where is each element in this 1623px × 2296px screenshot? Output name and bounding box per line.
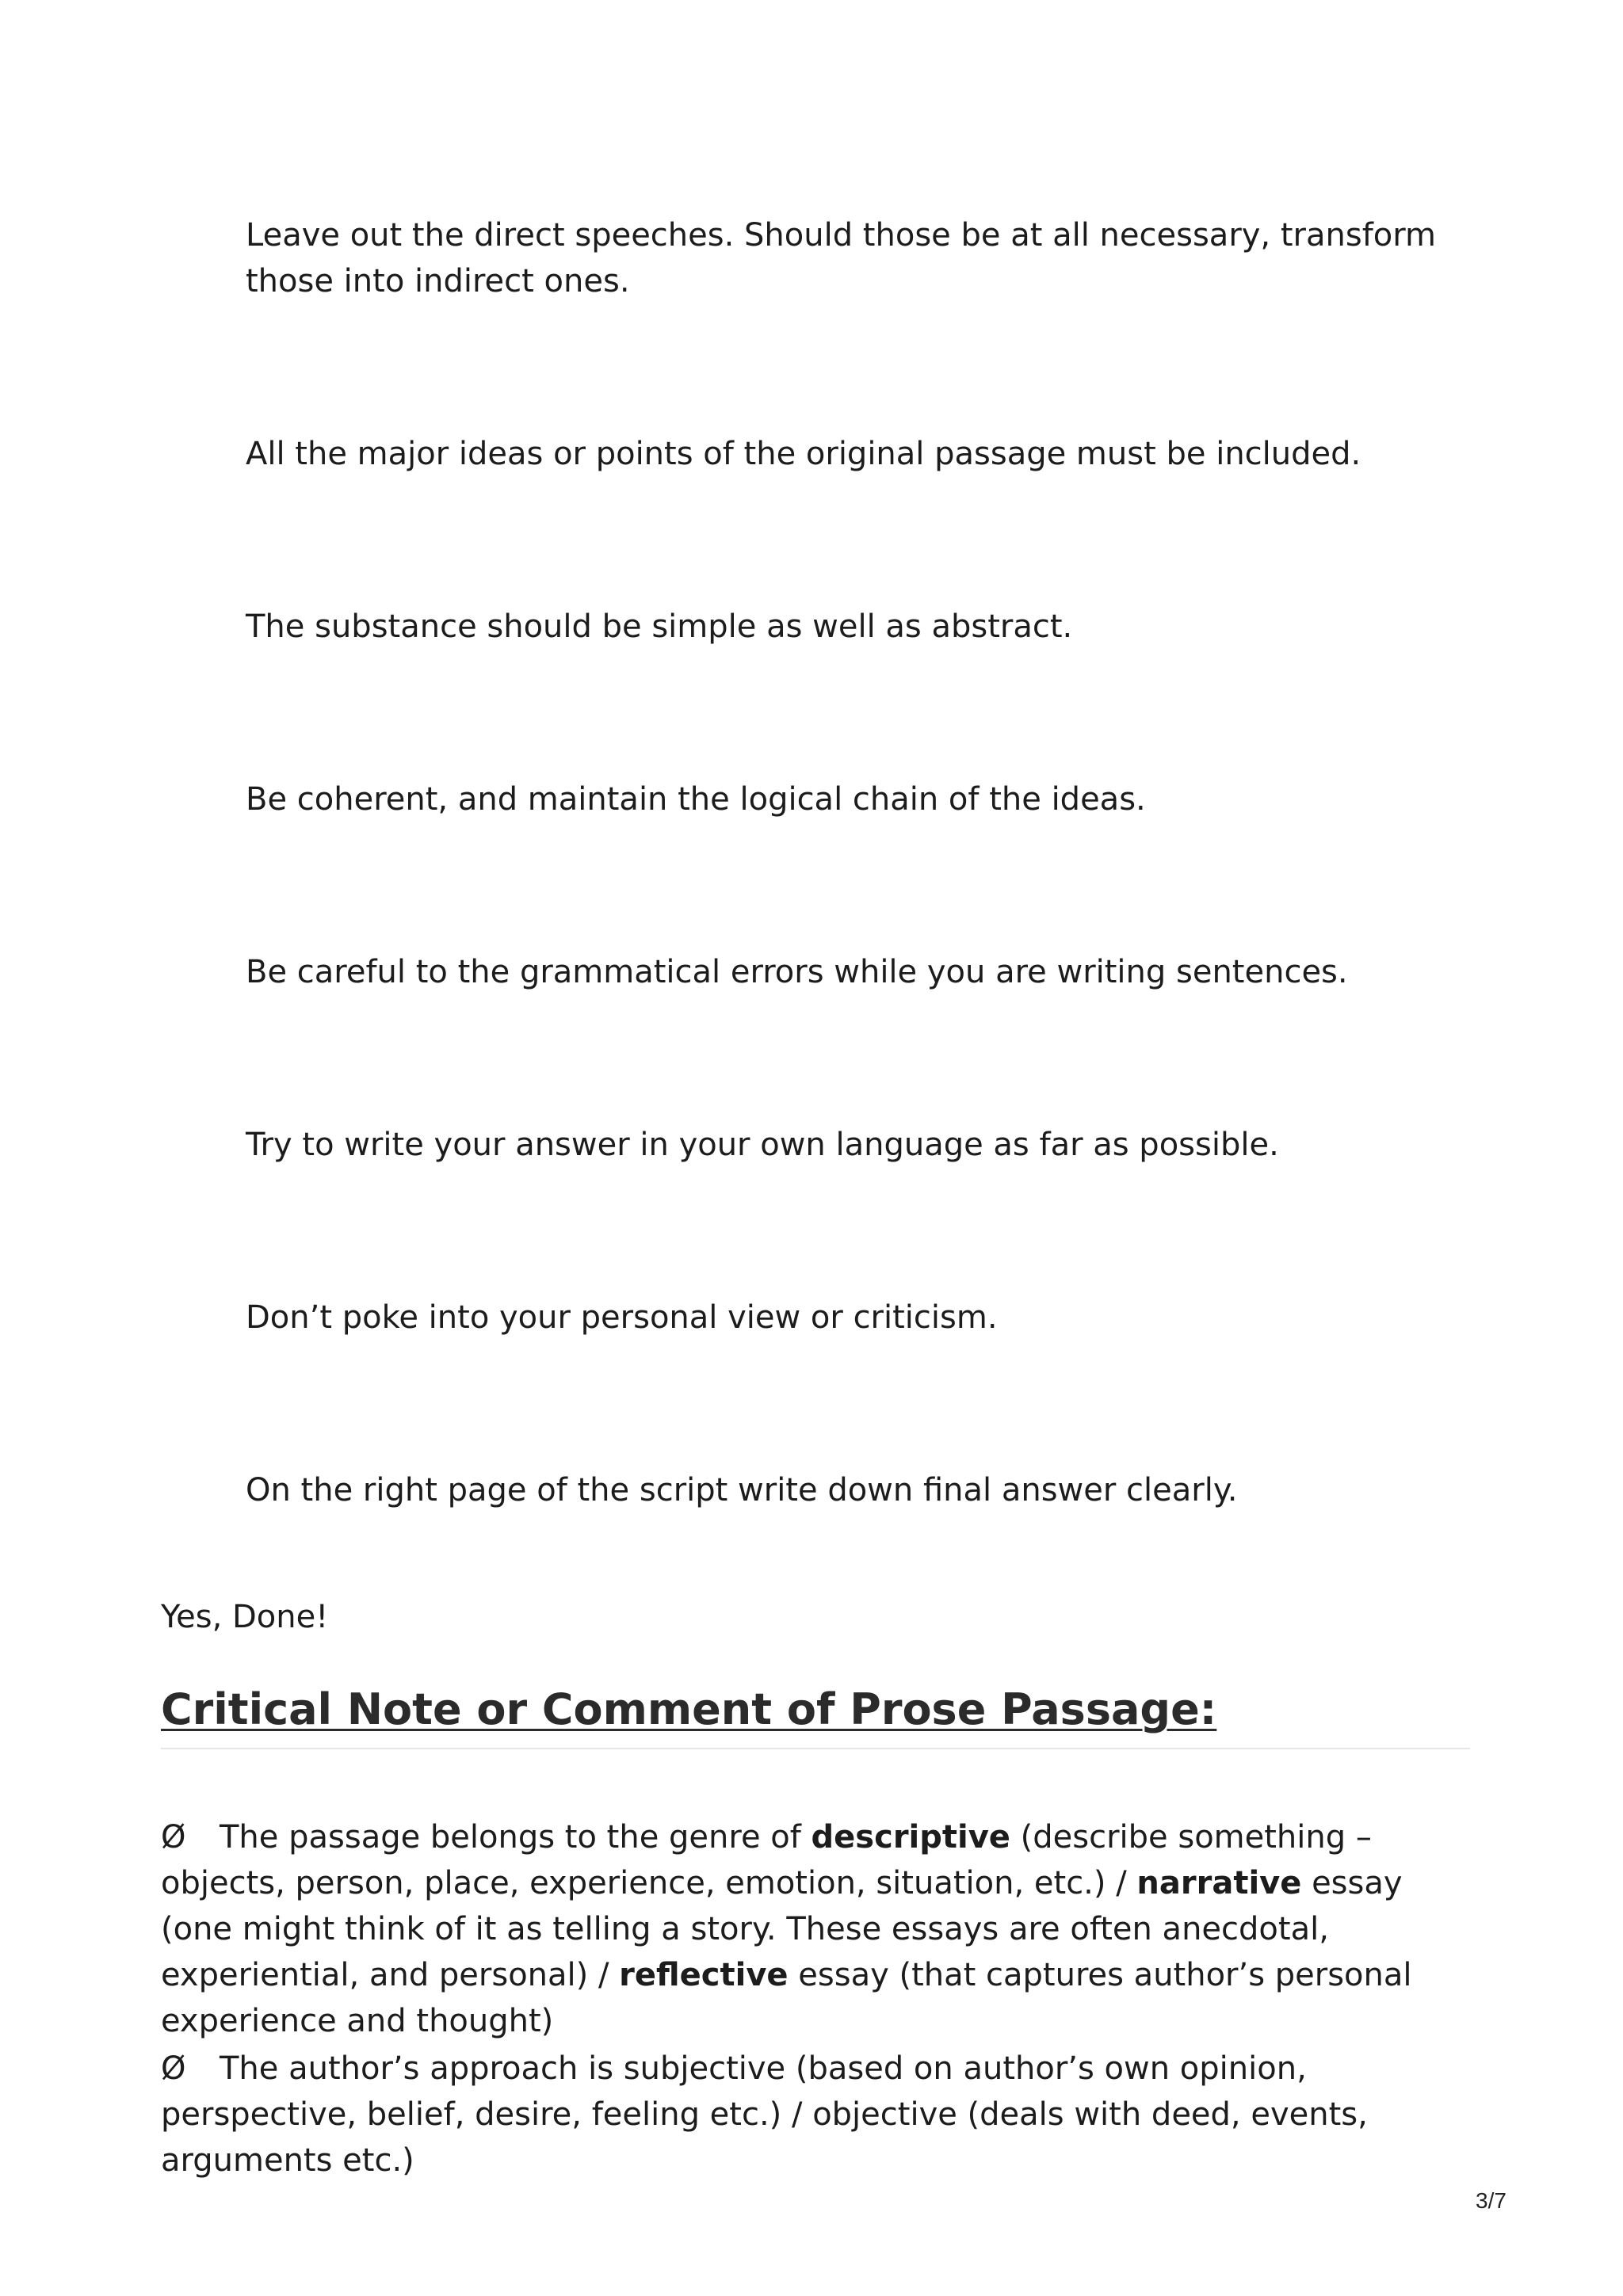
genre-text-3: essay (one might think of it as telling a story. These essays are often anecdotal, experiential, and personal) / — [161, 1865, 1403, 1993]
bullet-symbol: Ø — [161, 1819, 186, 1855]
genre-text-4: essay (that captures author’s personal experience and thought) — [161, 1957, 1412, 2039]
page-number: 3/7 — [1476, 2188, 1507, 2213]
tip-personal-view: Don’t poke into your personal view or criticism. — [246, 1299, 998, 1336]
section-heading-text: Critical Note or Comment of Prose Passage: — [161, 1684, 1217, 1734]
genre-narrative: narrative — [1136, 1865, 1302, 1901]
genre-reflective: reflective — [619, 1957, 789, 1993]
genre-paragraph — [161, 1814, 1476, 2044]
tip-coherent: Be coherent, and maintain the logical chain of the ideas. — [246, 781, 1146, 818]
approach-text: The author’s approach is subjective (based on author’s own opinion, perspective, belief, desire, feeling etc.) / objective (deals with deed, events, arguments etc.) — [161, 2050, 1368, 2179]
tip-own-language: Try to write your answer in your own language as far as possible. — [246, 1127, 1279, 1163]
tip-grammar: Be careful to the grammatical errors while you are writing sentences. — [246, 954, 1348, 990]
genre-text-2: (describe something – objects, person, place, experience, emotion, situation, etc.) / — [161, 1819, 1372, 1901]
done-text: Yes, Done! — [161, 1599, 329, 1635]
section-heading — [161, 1678, 1470, 1741]
tip-major-ideas: All the major ideas or points of the original passage must be included. — [246, 436, 1361, 472]
tip-final-answer: On the right page of the script write down final answer clearly. — [246, 1472, 1238, 1508]
heading-divider — [161, 1748, 1470, 1749]
tip-direct-speech: Leave out the direct speeches. Should those be at all necessary, transform those into indirect ones. — [246, 217, 1436, 299]
genre-text-1: The passage belongs to the genre of — [220, 1819, 812, 1855]
approach-paragraph — [161, 2046, 1476, 2183]
genre-descriptive: descriptive — [811, 1819, 1010, 1855]
tip-simple-abstract: The substance should be simple as well as abstract. — [246, 608, 1073, 645]
bullet-symbol: Ø — [161, 2050, 186, 2087]
